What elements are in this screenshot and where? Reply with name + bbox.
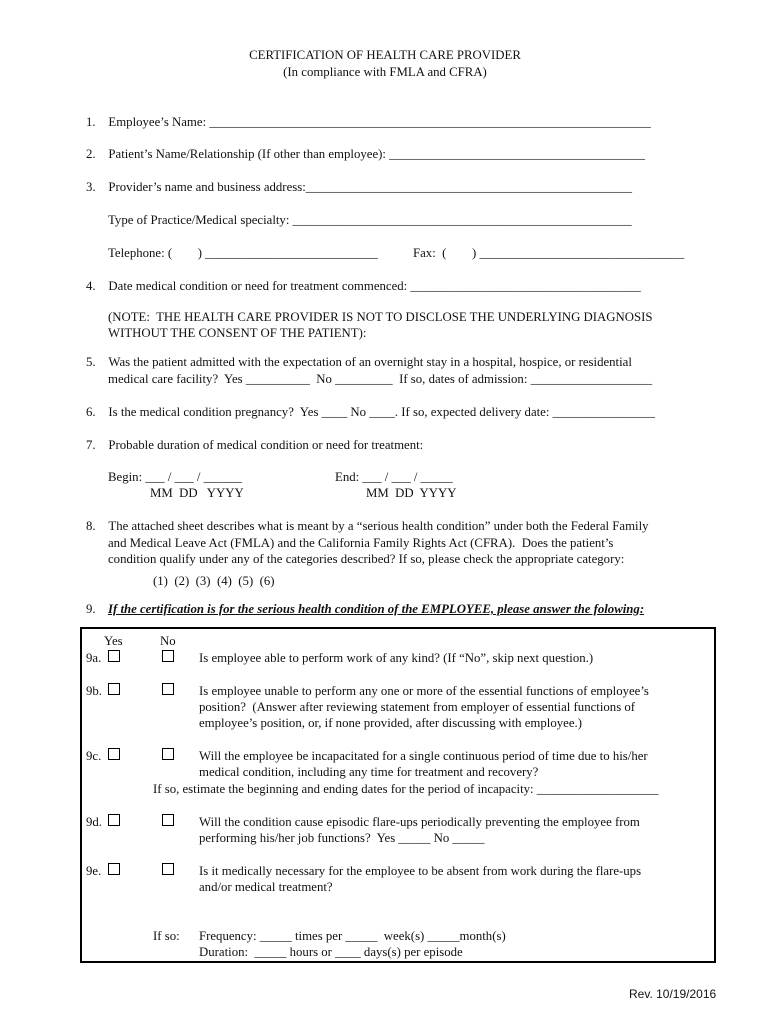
label-9d: 9d. — [86, 815, 102, 829]
q7-end: End: ___ / ___ / _____ — [335, 470, 453, 484]
9a-no-checkbox[interactable] — [162, 650, 174, 662]
q8-line-3: condition qualify under any of the categories described? If so, please check the appropriate category: — [108, 552, 625, 566]
9a-yes-checkbox[interactable] — [108, 650, 120, 662]
9b-question-line-3: employee’s position, or, if none provided, after discussing with employee.) — [199, 716, 582, 730]
9c-no-checkbox[interactable] — [162, 748, 174, 760]
q8-line-2: and Medical Leave Act (FMLA) and the California Family Rights Act (CFRA). Does the patient’s — [108, 536, 614, 550]
q3-telephone: Telephone: ( ) ___________________________ — [108, 246, 378, 260]
label-9b: 9b. — [86, 684, 102, 698]
label-9e: 9e. — [86, 864, 102, 878]
q1-employee-name: 1. Employee’s Name: ___________________________________​__________________________________ — [86, 115, 651, 129]
q7-end-format: MM DD YYYY — [366, 486, 457, 500]
yes-column-header: Yes — [104, 634, 123, 648]
9d-yes-checkbox[interactable] — [108, 814, 120, 826]
note-line-2: WITHOUT THE CONSENT OF THE PATIENT): — [108, 326, 367, 340]
9c-question-line-1: Will the employee be incapacitated for a single continuous period of time due to his/her — [199, 749, 648, 763]
9e-yes-checkbox[interactable] — [108, 863, 120, 875]
9b-yes-checkbox[interactable] — [108, 683, 120, 695]
9b-no-checkbox[interactable] — [162, 683, 174, 695]
q5-line-2: medical care facility? Yes __________ No _________ If so, dates of admission: ___________________ — [108, 372, 653, 386]
no-column-header: No — [160, 634, 176, 648]
frequency-line: Frequency: _____ times per _____ week(s) _____month(s) — [199, 929, 506, 943]
q5-line-1: 5. Was the patient admitted with the expectation of an overnight stay in a hospital, hospice, or residential — [86, 355, 632, 369]
label-9a: 9a. — [86, 651, 102, 665]
q9-number: 9. — [86, 602, 96, 616]
note-line-1: (NOTE: THE HEALTH CARE PROVIDER IS NOT TO DISCLOSE THE UNDERLYING DIAGNOSIS — [108, 310, 653, 324]
q7-duration: 7. Probable duration of medical condition or need for treatment: — [86, 438, 424, 452]
label-9c: 9c. — [86, 749, 102, 763]
9d-no-checkbox[interactable] — [162, 814, 174, 826]
page-title: CERTIFICATION OF HEALTH CARE PROVIDER — [249, 48, 521, 62]
q7-begin-format: MM DD YYYY — [150, 486, 244, 500]
page-subtitle: (In compliance with FMLA and CFRA) — [283, 65, 487, 79]
revision-date: Rev. 10/19/2016 — [629, 987, 717, 1001]
q8-category-options: (1) (2) (3) (4) (5) (6) — [153, 574, 275, 588]
9c-yes-checkbox[interactable] — [108, 748, 120, 760]
9d-question-line-2: performing his/her job functions? Yes _____ No _____ — [199, 831, 485, 845]
9e-question-line-2: and/or medical treatment? — [199, 880, 333, 894]
9b-question-line-1: Is employee unable to perform any one or more of the essential functions of employee’s — [199, 684, 649, 698]
q3-practice-type: Type of Practice/Medical specialty: _____________________________________________________ — [108, 213, 632, 227]
q3-provider-name: 3. Provider’s name and business address:____________________________​_______________________ — [86, 180, 633, 194]
9e-no-checkbox[interactable] — [162, 863, 174, 875]
q4-date-commenced: 4. Date medical condition or need for treatment commenced: ____________________________________ — [86, 279, 641, 293]
9d-question-line-1: Will the condition cause episodic flare-ups periodically preventing the employee from — [199, 815, 640, 829]
9c-question-line-2: medical condition, including any time for treatment and recovery? — [199, 765, 539, 779]
q9-heading-colon: : — [639, 602, 645, 616]
q7-begin: Begin: ___ / ___ / ______ — [108, 470, 243, 484]
if-so-label: If so: — [153, 929, 180, 943]
q9-heading-text: If the certification is for the serious health condition of the EMPLOYEE, please answer the folowing — [108, 602, 640, 616]
9c-question-line-3: If so, estimate the beginning and ending dates for the period of incapacity: ___________________ — [153, 782, 659, 796]
q3-fax: Fax: ( ) ________________________________ — [413, 246, 685, 260]
duration-line: Duration: _____ hours or ____ days(s) per episode — [199, 945, 463, 959]
9a-question: Is employee able to perform work of any kind? (If “No”, skip next question.) — [199, 651, 594, 665]
9e-question-line-1: Is it medically necessary for the employee to be absent from work during the flare-ups — [199, 864, 642, 878]
q9-heading — [108, 601, 644, 617]
9b-question-line-2: position? (Answer after reviewing statement from employer of essential functions of — [199, 700, 636, 714]
q2-patient-name: 2. Patient’s Name/Relationship (If other than employee): ________________________________________ — [86, 147, 646, 161]
q8-line-1: 8. The attached sheet describes what is meant by a “serious health condition” under both the Federal Family — [86, 519, 649, 533]
q6-pregnancy: 6. Is the medical condition pregnancy? Yes ____ No ____. If so, expected delivery date: ________________ — [86, 405, 655, 419]
